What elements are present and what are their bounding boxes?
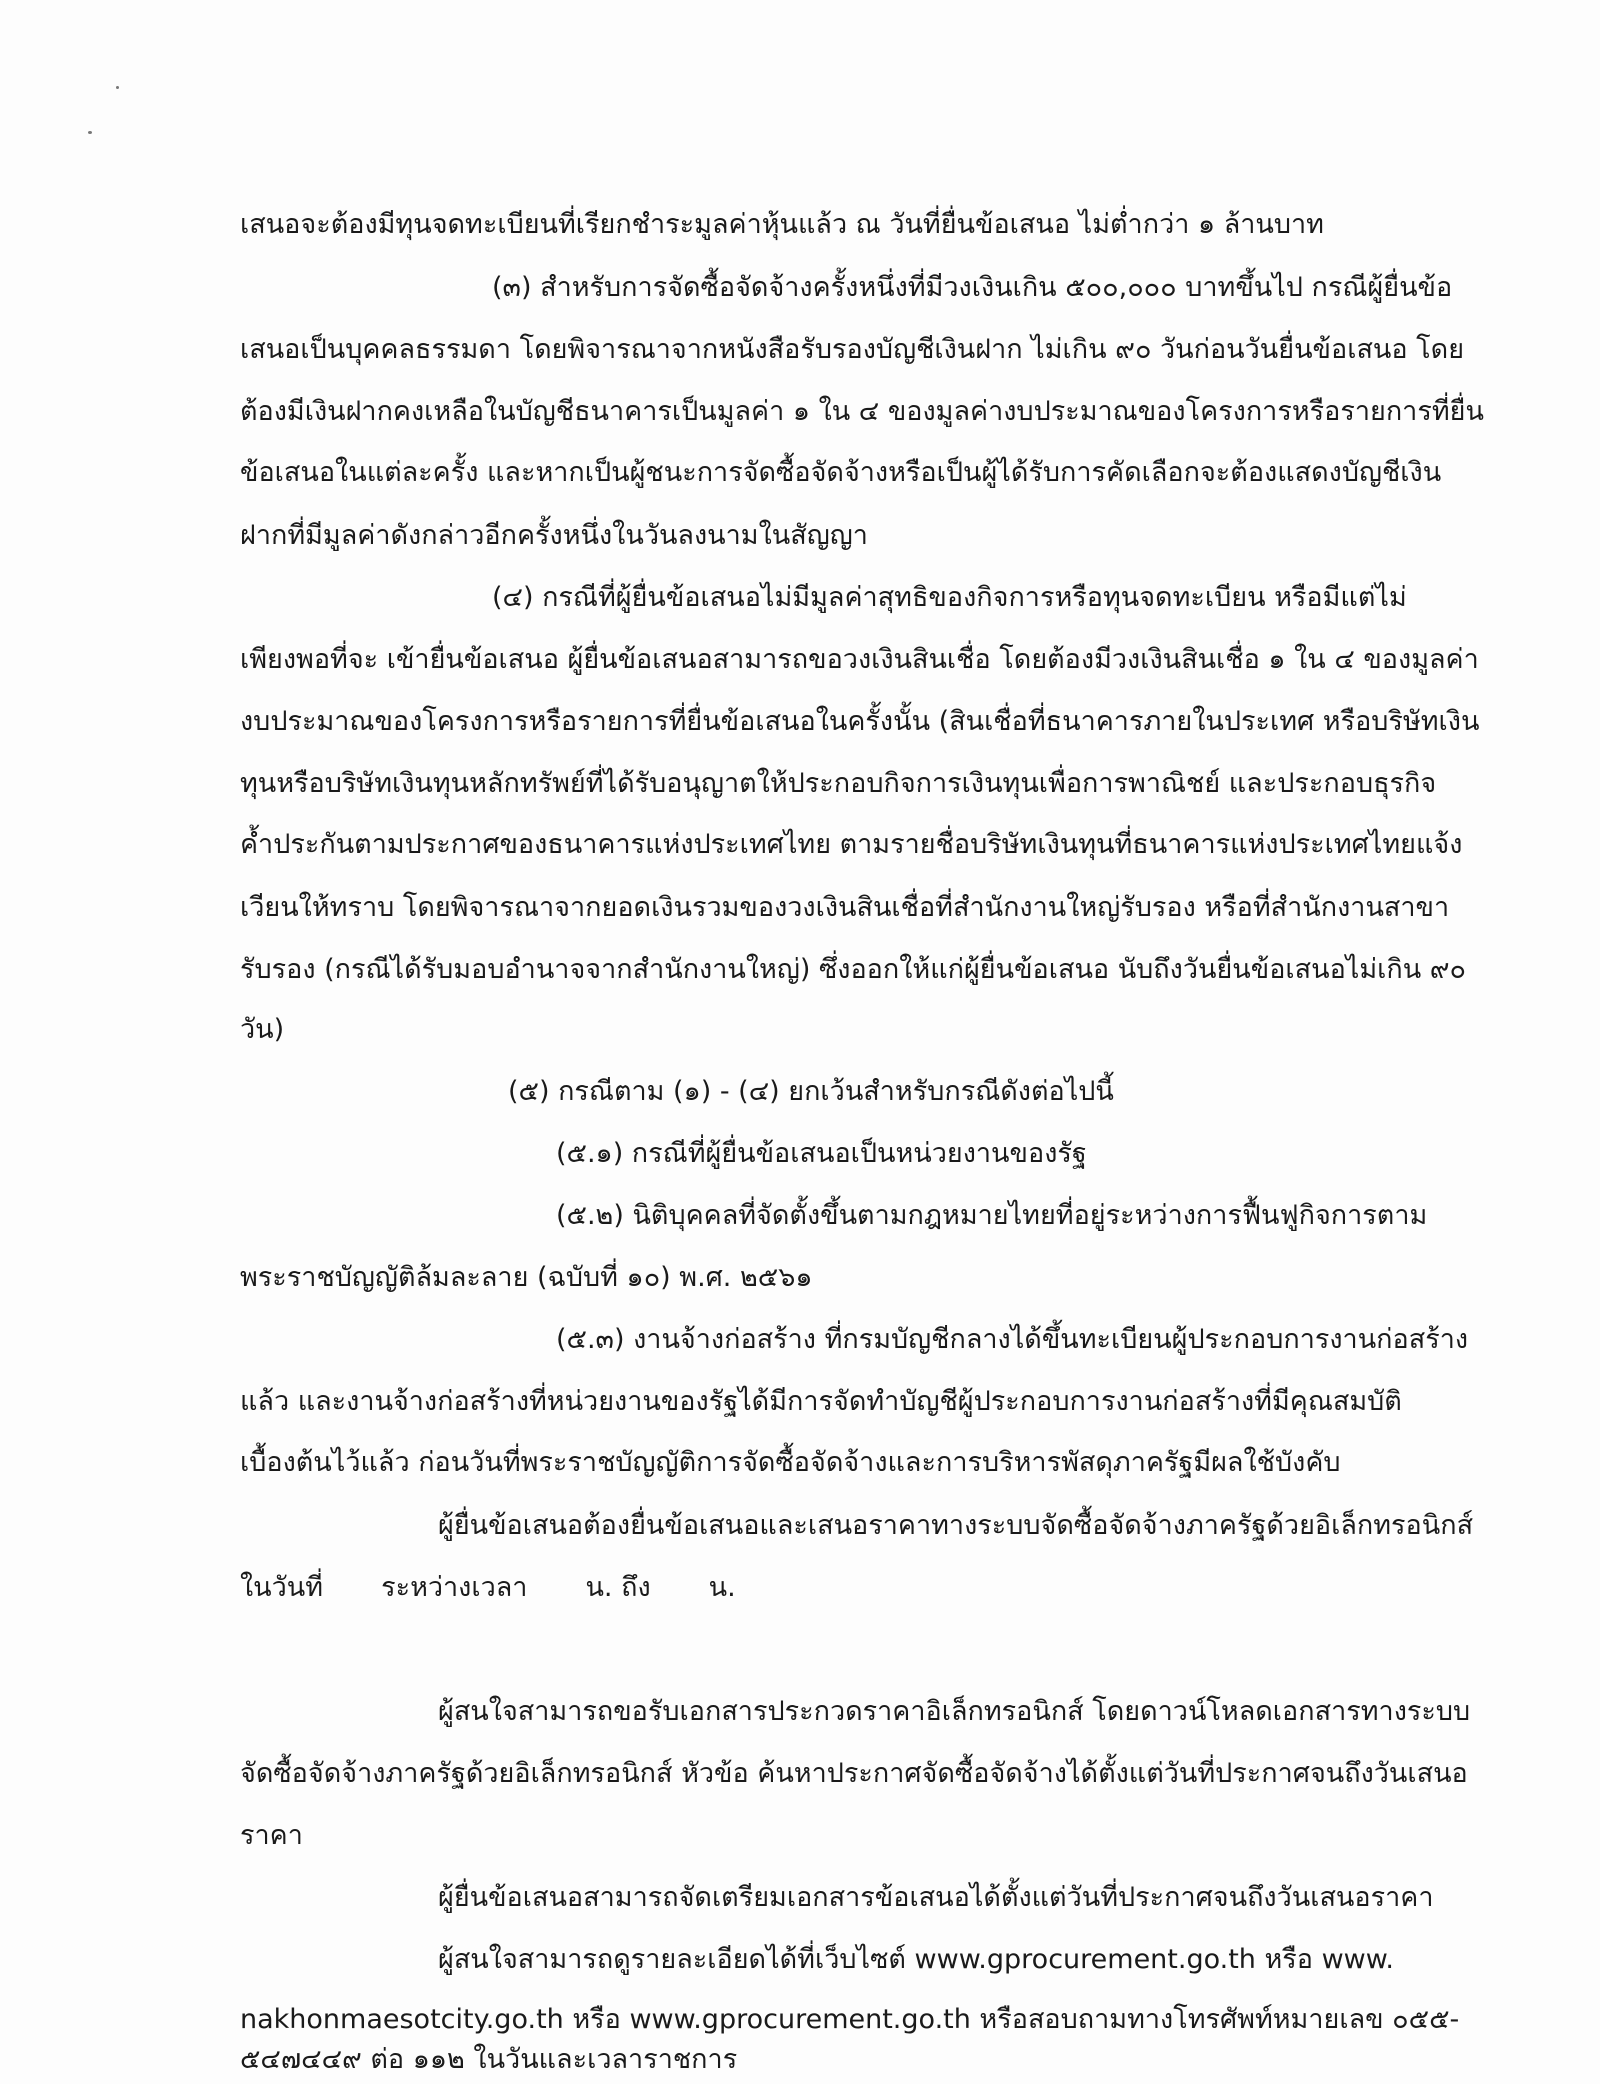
website-info-first-line: ผู้สนใจสามารถดูรายละเอียดได้ที่เว็บไซต์ www.gprocurement.go.th หรือ www.: [438, 1944, 1394, 1975]
submission-schedule-line: [240, 1568, 736, 1608]
body-line: เสนอเป็นบุคคลธรรมดา โดยพิจารณาจากหนังสือรับรองบัญชีเงินฝาก ไม่เกิน ๙๐ วันก่อนวันยื่นข้อเสนอ โดย: [240, 334, 1465, 365]
item-5-1: (๕.๑) กรณีที่ผู้ยื่นข้อเสนอเป็นหน่วยงานของรัฐ: [556, 1138, 1087, 1169]
body-line: พระราชบัญญัติล้มละลาย (ฉบับที่ ๑๐) พ.ศ. ๒๕๖๑: [240, 1262, 813, 1293]
item-5-2-first-line: (๕.๒) นิติบุคคลที่จัดตั้งขึ้นตามกฎหมายไทยที่อยู่ระหว่างการฟื้นฟูกิจการตาม: [556, 1200, 1428, 1231]
body-line: เวียนให้ทราบ โดยพิจารณาจากยอดเงินรวมของวงเงินสินเชื่อที่สำนักงานใหญ่รับรอง หรือที่สำนักงานสาขา: [240, 892, 1450, 923]
body-line: จัดซื้อจัดจ้างภาครัฐด้วยอิเล็กทรอนิกส์ หัวข้อ ค้นหาประกาศจัดซื้อจัดจ้างได้ตั้งแต่วันที่ประกาศจนถึงวันเสนอ: [240, 1758, 1468, 1789]
body-line: ทุนหรือบริษัทเงินทุนหลักทรัพย์ที่ได้รับอนุญาตให้ประกอบกิจการเงินทุนเพื่อการพาณิชย์ และประกอบธุรกิจ: [240, 768, 1437, 799]
body-line: เสนอจะต้องมีทุนจดทะเบียนที่เรียกชำระมูลค่าหุ้นแล้ว ณ วันที่ยื่นข้อเสนอ ไม่ต่ำกว่า ๑ ล้านบาท: [240, 209, 1324, 240]
body-line: แล้ว และงานจ้างก่อสร้างที่หน่วยงานของรัฐได้มีการจัดทำบัญชีผู้ประกอบการงานก่อสร้างที่มีคุณสมบัติ: [240, 1386, 1402, 1417]
time-label: ระหว่างเวลา: [381, 1572, 528, 1603]
body-line: ข้อเสนอในแต่ละครั้ง และหากเป็นผู้ชนะการจัดซื้อจัดจ้างหรือเป็นผู้ได้รับการคัดเลือกจะต้องแสดงบัญชีเงิน: [240, 457, 1442, 488]
time-to-unit: น.: [708, 1572, 736, 1603]
time-from-unit: น. ถึง: [585, 1572, 651, 1603]
item-5-3-first-line: (๕.๓) งานจ้างก่อสร้าง ที่กรมบัญชีกลางได้ขึ้นทะเบียนผู้ประกอบการงานก่อสร้าง: [556, 1324, 1469, 1355]
body-line: วัน): [240, 1014, 285, 1045]
paragraph-3-first-line: (๓) สำหรับการจัดซื้อจัดจ้างครั้งหนึ่งที่มีวงเงินเกิน ๕๐๐,๐๐๐ บาทขึ้นไป กรณีผู้ยื่นข้อ: [492, 272, 1453, 303]
scan-speck: [116, 86, 119, 89]
phone-hours-line: ๕๔๗๔๔๙ ต่อ ๑๑๒ ในวันและเวลาราชการ: [240, 2044, 738, 2075]
body-line: เบื้องต้นไว้แล้ว ก่อนวันที่พระราชบัญญัติการจัดซื้อจัดจ้างและการบริหารพัสดุภาครัฐมีผลใช้บังคับ: [240, 1447, 1341, 1478]
body-line: เพียงพอที่จะ เข้ายื่นข้อเสนอ ผู้ยื่นข้อเสนอสามารถขอวงเงินสินเชื่อ โดยต้องมีวงเงินสินเชื่อ ๑ ใน ๔ ของมูลค่า: [240, 644, 1479, 675]
body-line: ราคา: [240, 1820, 303, 1851]
body-line: ฝากที่มีมูลค่าดังกล่าวอีกครั้งหนึ่งในวันลงนามในสัญญา: [240, 520, 868, 551]
date-label: ในวันที่: [240, 1572, 324, 1603]
prepare-documents-line: ผู้ยื่นข้อเสนอสามารถจัดเตรียมเอกสารข้อเสนอได้ตั้งแต่วันที่ประกาศจนถึงวันเสนอราคา: [438, 1882, 1434, 1913]
website-contact-line: nakhonmaesotcity.go.th หรือ www.gprocurement.go.th หรือสอบถามทางโทรศัพท์หมายเลข ๐๕๕-: [240, 2004, 1460, 2035]
paragraph-5-first-line: (๕) กรณีตาม (๑) - (๔) ยกเว้นสำหรับกรณีดังต่อไปนี้: [508, 1076, 1114, 1107]
paragraph-4-first-line: (๔) กรณีที่ผู้ยื่นข้อเสนอไม่มีมูลค่าสุทธิของกิจการหรือทุนจดทะเบียน หรือมีแต่ไม่: [492, 582, 1407, 613]
body-line: รับรอง (กรณีได้รับมอบอำนาจจากสำนักงานใหญ่) ซึ่งออกให้แก่ผู้ยื่นข้อเสนอ นับถึงวันยื่นข้อเสนอไม่เกิน ๙๐: [240, 954, 1467, 985]
scan-speck: [88, 131, 92, 134]
body-line: ค้ำประกันตามประกาศของธนาคารแห่งประเทศไทย ตามรายชื่อบริษัทเงินทุนที่ธนาคารแห่งประเทศไทยแจ้ง: [240, 829, 1463, 860]
body-line: งบประมาณของโครงการหรือรายการที่ยื่นข้อเสนอในครั้งนั้น (สินเชื่อที่ธนาคารภายในประเทศ หรือบริษัทเงิน: [240, 706, 1480, 737]
body-line: ต้องมีเงินฝากคงเหลือในบัญชีธนาคารเป็นมูลค่า ๑ ใน ๔ ของมูลค่างบประมาณของโครงการหรือรายการที่ยื่น: [240, 396, 1484, 427]
submission-paragraph-first-line: ผู้ยื่นข้อเสนอต้องยื่นข้อเสนอและเสนอราคาทางระบบจัดซื้อจัดจ้างภาครัฐด้วยอิเล็กทรอนิกส์: [438, 1510, 1474, 1541]
download-paragraph-first-line: ผู้สนใจสามารถขอรับเอกสารประกวดราคาอิเล็กทรอนิกส์ โดยดาวน์โหลดเอกสารทางระบบ: [438, 1696, 1471, 1727]
